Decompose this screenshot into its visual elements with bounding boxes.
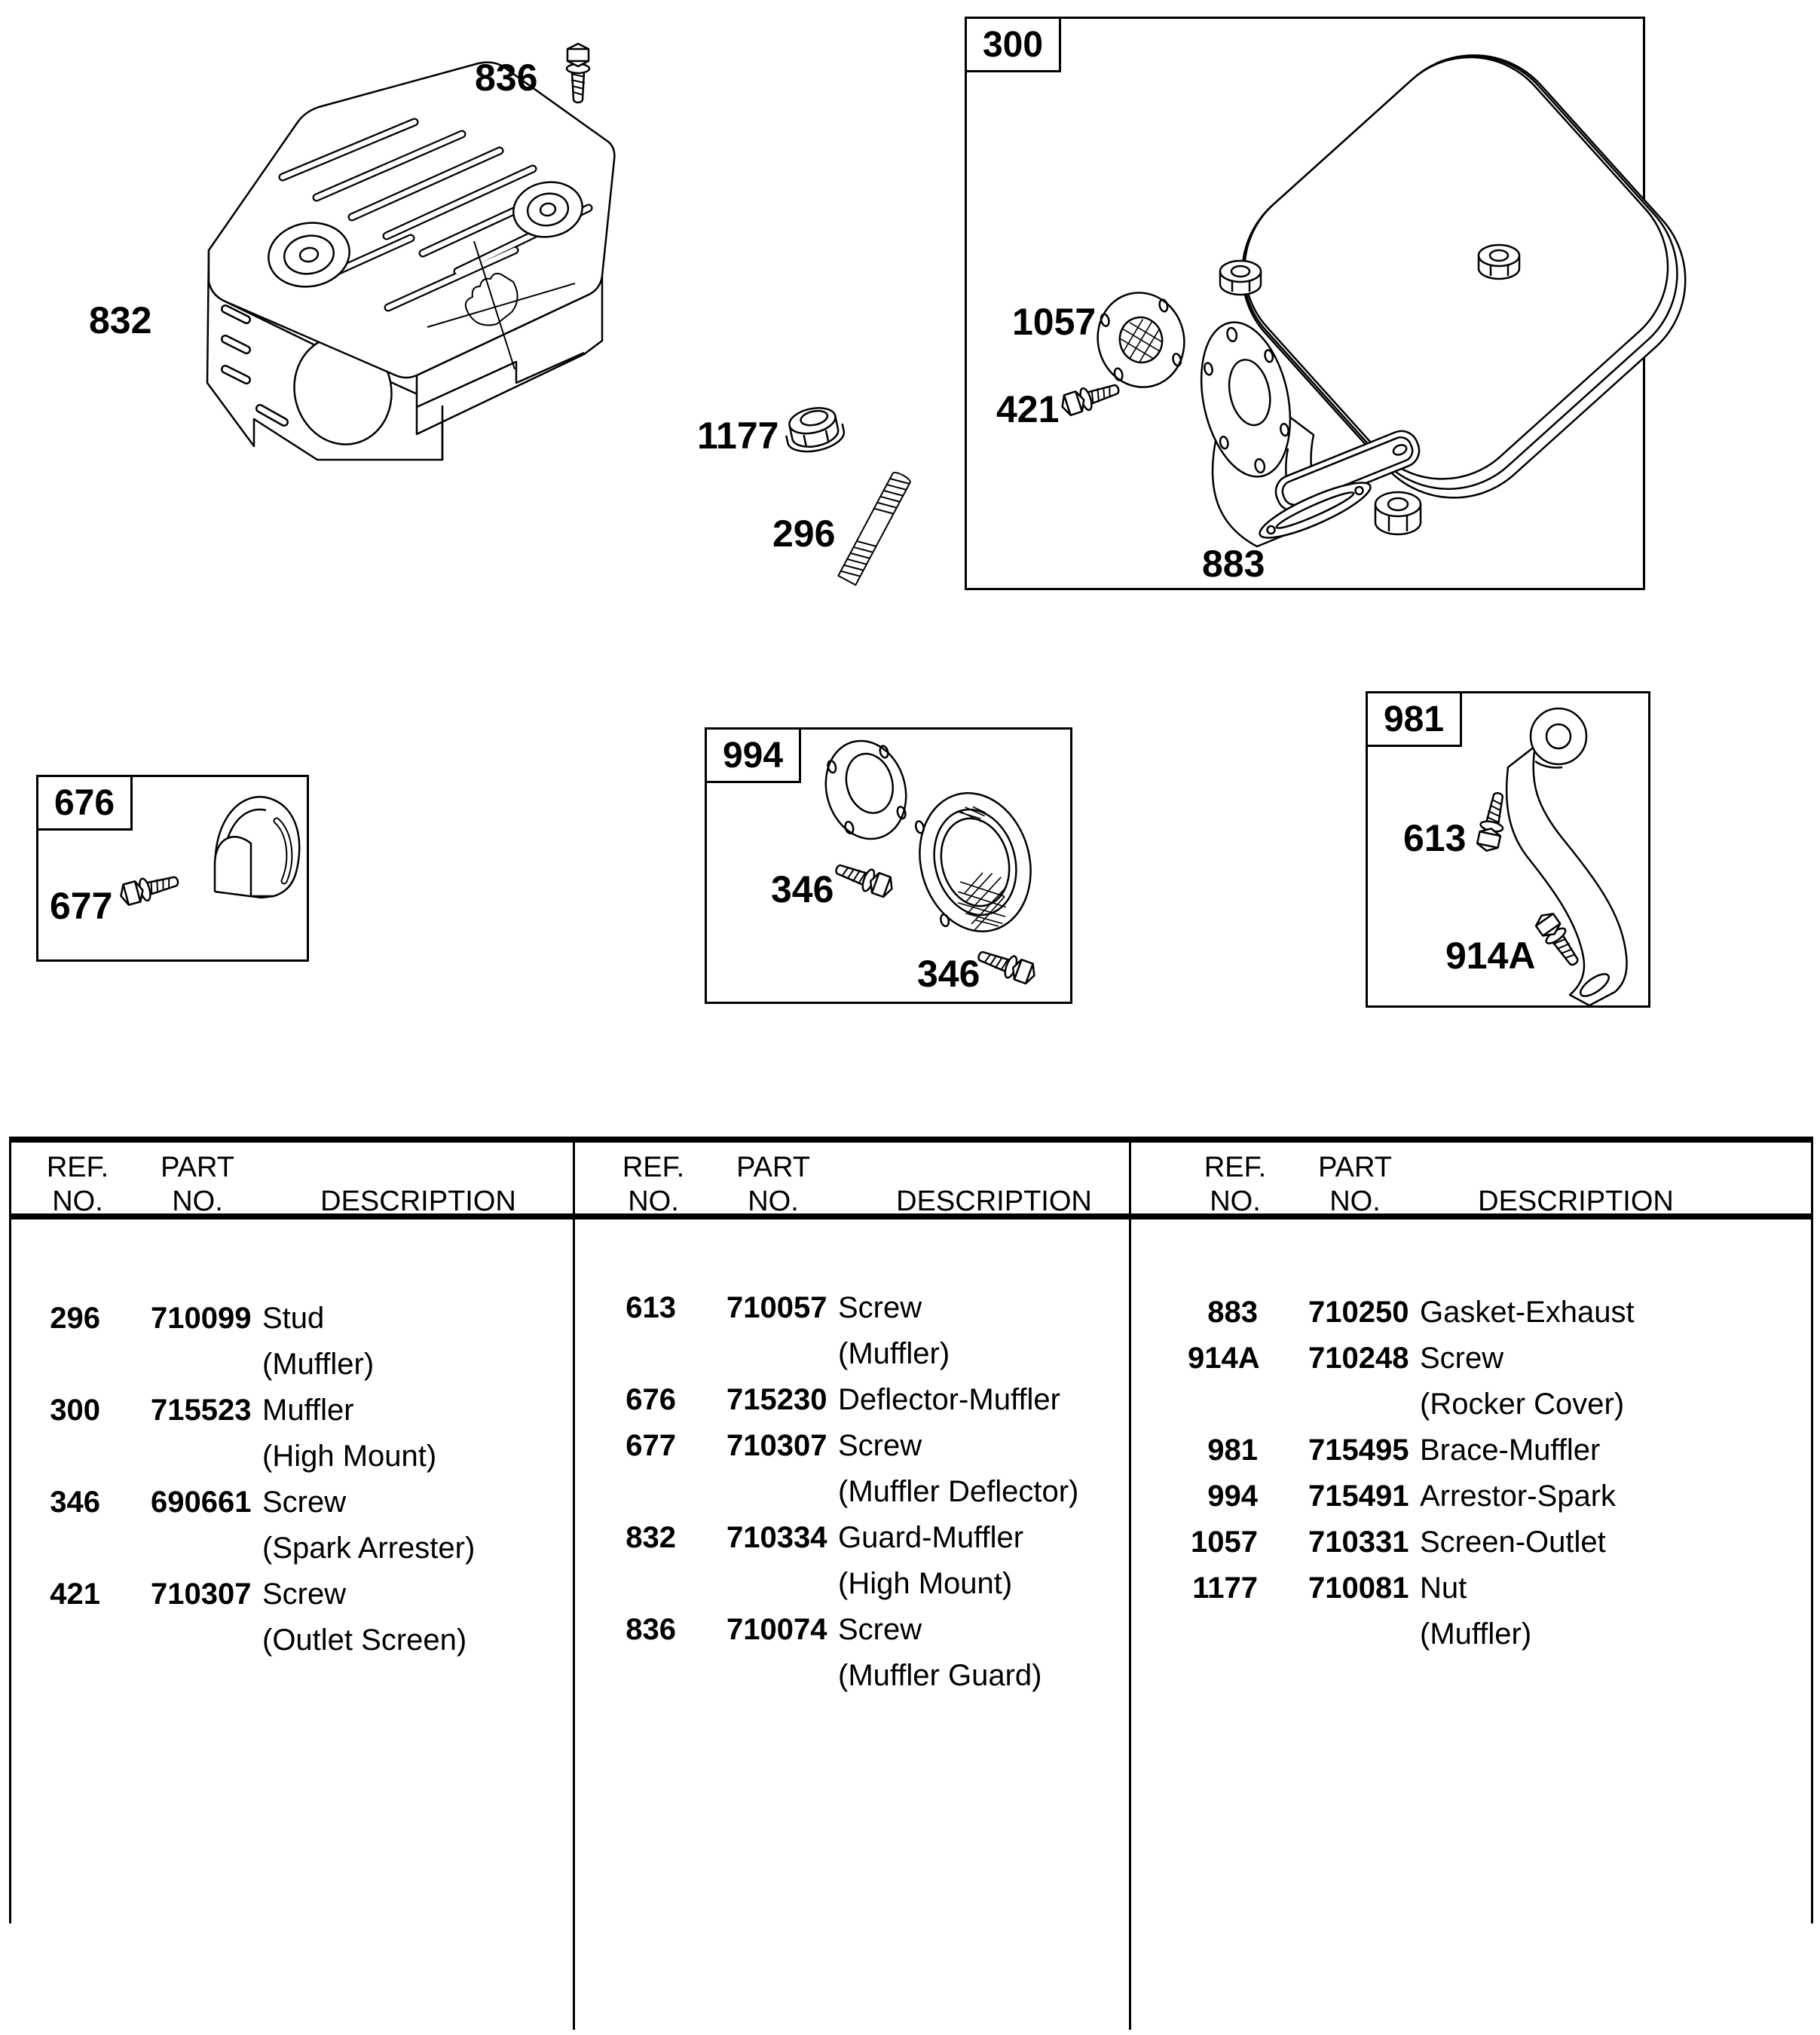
table-column-3 — [1188, 1296, 1700, 1663]
part-row: 346 690661 Screw — [50, 1486, 347, 1519]
part-row-continuation: (Muffler Guard) — [838, 1659, 1042, 1692]
table-header-col2: REF. NO. PART NO. DESCRIPTION — [622, 1152, 1092, 1217]
table-top-rule — [9, 1137, 1813, 1143]
box-label-994: 994 — [705, 727, 801, 783]
muffler-guard-drawing — [162, 53, 629, 460]
table-divider-2 — [1129, 1137, 1131, 2030]
deflector-screw-drawing — [108, 852, 191, 935]
part-row-continuation: (Spark Arrester) — [262, 1532, 476, 1565]
part-row: 914A 710248 Screw — [1188, 1342, 1504, 1375]
table-header-col1: REF. NO. PART NO. DESCRIPTION — [46, 1152, 516, 1217]
part-row: 883 710250 Gasket-Exhaust — [1207, 1296, 1635, 1329]
callout-1177: 1177 — [697, 415, 779, 457]
box-label-981: 981 — [1366, 691, 1462, 747]
part-row-continuation: (Muffler) — [262, 1348, 375, 1381]
deflector-box — [36, 775, 309, 962]
part-row: 677 710307 Screw — [626, 1429, 922, 1462]
flange-nut-drawing — [776, 390, 852, 466]
callout-613: 613 — [1403, 817, 1467, 859]
part-row: 832 710334 Guard-Muffler — [626, 1521, 1024, 1554]
part-row: 981 715495 Brace-Muffler — [1207, 1434, 1601, 1467]
callout-421: 421 — [996, 388, 1060, 430]
part-row-continuation: (Rocker Cover) — [1420, 1388, 1625, 1421]
spark-arrestor-box — [705, 727, 1072, 1004]
table-column-1 — [30, 1302, 558, 1669]
table-header-col3: REF. NO. PART NO. DESCRIPTION — [1204, 1152, 1674, 1217]
callout-677: 677 — [50, 885, 113, 927]
callout-346a: 346 — [771, 868, 834, 910]
part-row-continuation: (Muffler) — [838, 1337, 950, 1370]
callout-836: 836 — [475, 57, 538, 99]
callout-914A: 914A — [1445, 935, 1536, 977]
part-row: 676 715230 Deflector-Muffler — [626, 1383, 1060, 1416]
part-row: 1057 710331 Screen-Outlet — [1191, 1525, 1606, 1559]
stud-drawing — [821, 464, 927, 595]
part-row: 1177 710081 Nut — [1192, 1571, 1467, 1605]
brace-box — [1366, 691, 1650, 1008]
box-label-300: 300 — [965, 17, 1061, 72]
arrestor-screw-a-drawing — [826, 833, 909, 916]
callout-883: 883 — [1202, 543, 1265, 585]
muffler-assembly-box — [965, 17, 1645, 590]
brace-screw-drawing — [1456, 783, 1539, 866]
table-left-border — [9, 1137, 11, 1923]
arrestor-screw-b-drawing — [968, 920, 1051, 1002]
part-row: 300 715523 Muffler — [50, 1394, 354, 1427]
callout-1057: 1057 — [1012, 301, 1097, 343]
outlet-screen-screw-drawing — [1049, 362, 1132, 445]
table-column-2 — [606, 1291, 1118, 1705]
part-row-continuation: (Muffler) — [1420, 1617, 1532, 1651]
part-row: 994 715491 Arrestor-Spark — [1207, 1480, 1617, 1513]
callout-296: 296 — [772, 513, 836, 555]
part-row: 296 710099 Stud — [50, 1302, 325, 1335]
part-row-continuation: (Outlet Screen) — [262, 1623, 467, 1657]
part-row: 836 710074 Screw — [626, 1613, 922, 1646]
rocker-cover-screw-drawing — [1512, 900, 1595, 983]
part-row-continuation: (High Mount) — [262, 1440, 437, 1473]
box-label-676: 676 — [36, 775, 133, 831]
table-right-border — [1811, 1137, 1813, 1923]
part-row-continuation: (Muffler Deflector) — [838, 1475, 1079, 1508]
part-row: 421 710307 Screw — [50, 1578, 347, 1611]
callout-832: 832 — [89, 299, 152, 341]
guard-bolt-836-drawing — [531, 30, 614, 113]
part-row-continuation: (High Mount) — [838, 1567, 1013, 1600]
callout-346b: 346 — [917, 953, 980, 995]
part-row: 613 710057 Screw — [626, 1291, 922, 1324]
table-divider-1 — [573, 1137, 575, 2030]
